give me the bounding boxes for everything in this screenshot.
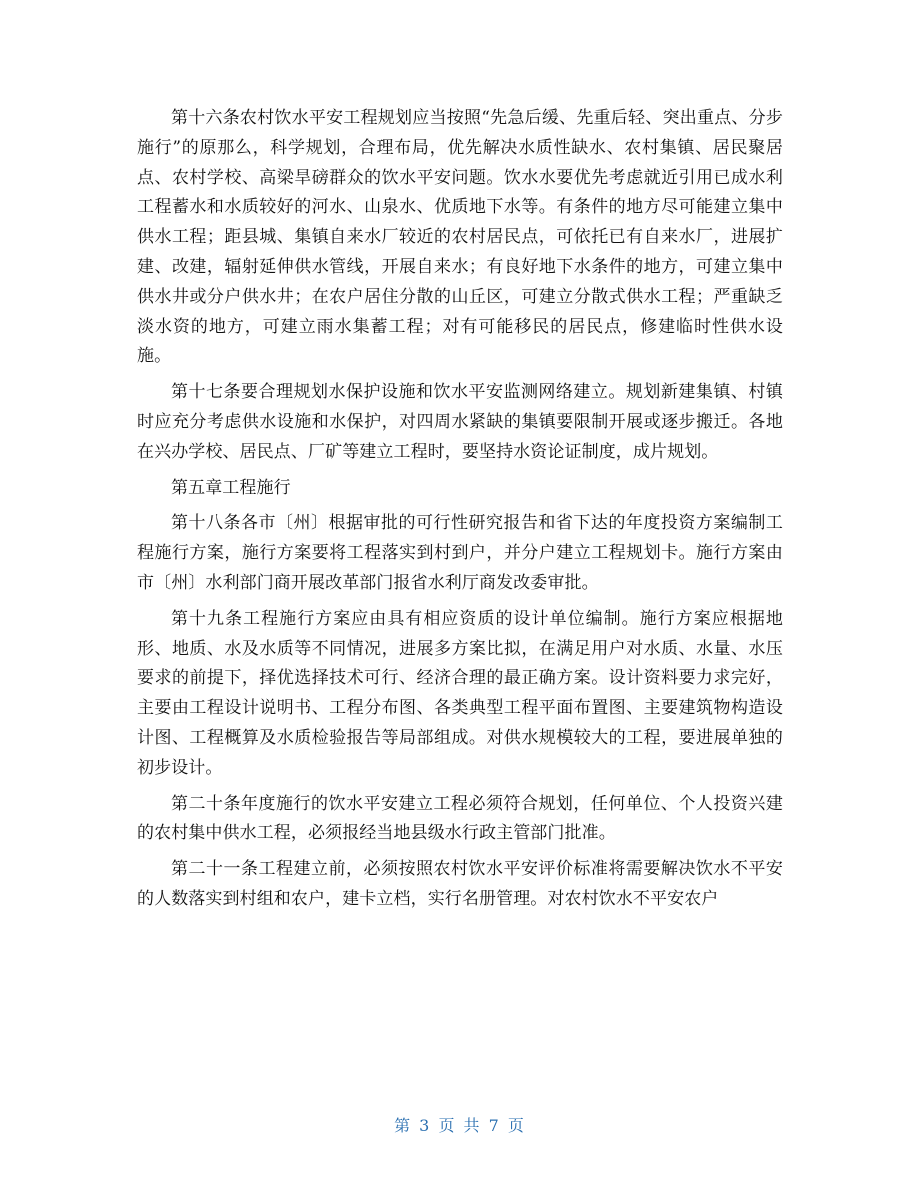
paragraph-article-19: 第十九条工程施行方案应由具有相应资质的设计单位编制。施行方案应根据地形、地质、水及水质等不同情况，进展多方案比拟，在满足用户对水质、水量、水压要求的前提下，择优选择技术可行、经济合理的最正确方案。设计资料要力求完好，主要由工程设计说明书、工程分布图、各类典型工程平面布置图、主要建筑物构造设计图、工程概算及水质检验报告等局部组成。对供水规模较大的工程，要进展单独的初步设计。	[137, 608, 783, 778]
page-number-footer: 第 3 页 共 7 页	[394, 1116, 526, 1135]
document-body	[137, 104, 783, 921]
paragraph-article-17: 第十七条要合理规划水保护设施和饮水平安监测网络建立。规划新建集镇、村镇时应充分考虑供水设施和水保护，对四周水紧缺的集镇要限制开展或逐步搬迁。各地在兴办学校、居民点、厂矿等建立工程时，要坚持水资论证制度，成片规划。	[137, 382, 783, 462]
paragraph-article-18: 第十八条各市〔州〕根据审批的可行性研究报告和省下达的年度投资方案编制工程施行方案，施行方案要将工程落实到村到户，并分户建立工程规划卡。施行方案由市〔州〕水利部门商开展改革部门报省水利厅商发改委审批。	[137, 513, 783, 593]
paragraph-article-16: 第十六条农村饮水平安工程规划应当按照“先急后缓、先重后轻、突出重点、分步施行”的原那么，科学规划，合理布局，优先解决水质性缺水、农村集镇、居民聚居点、农村学校、高梁旱磅群众的饮水平安问题。饮水水要优先考虑就近引用已成水利工程蓄水和水质较好的河水、山泉水、优质地下水等。有条件的地方尽可能建立集中供水工程；距县城、集镇自来水厂较近的农村居民点，可依托已有自来水厂，进展扩建、改建，辐射延伸供水管线，开展自来水；有良好地下水条件的地方，可建立集中供水井或分户供水井；在农户居住分散的山丘区，可建立分散式供水工程；严重缺乏淡水资的地方，可建立雨水集蓄工程；对有可能移民的居民点，修建临时性供水设施。	[137, 108, 783, 367]
paragraph-article-20: 第二十条年度施行的饮水平安建立工程必须符合规划，任何单位、个人投资兴建的农村集中供水工程，必须报经当地县级水行政主管部门批准。	[137, 793, 783, 844]
chapter-heading: 第五章工程施行	[171, 477, 291, 498]
paragraph-article-21: 第二十一条工程建立前，必须按照农村饮水平安评价标准将需要解决饮水不平安的人数落实到村组和农户，建卡立档，实行名册管理。对农村饮水不平安农户	[137, 859, 783, 909]
